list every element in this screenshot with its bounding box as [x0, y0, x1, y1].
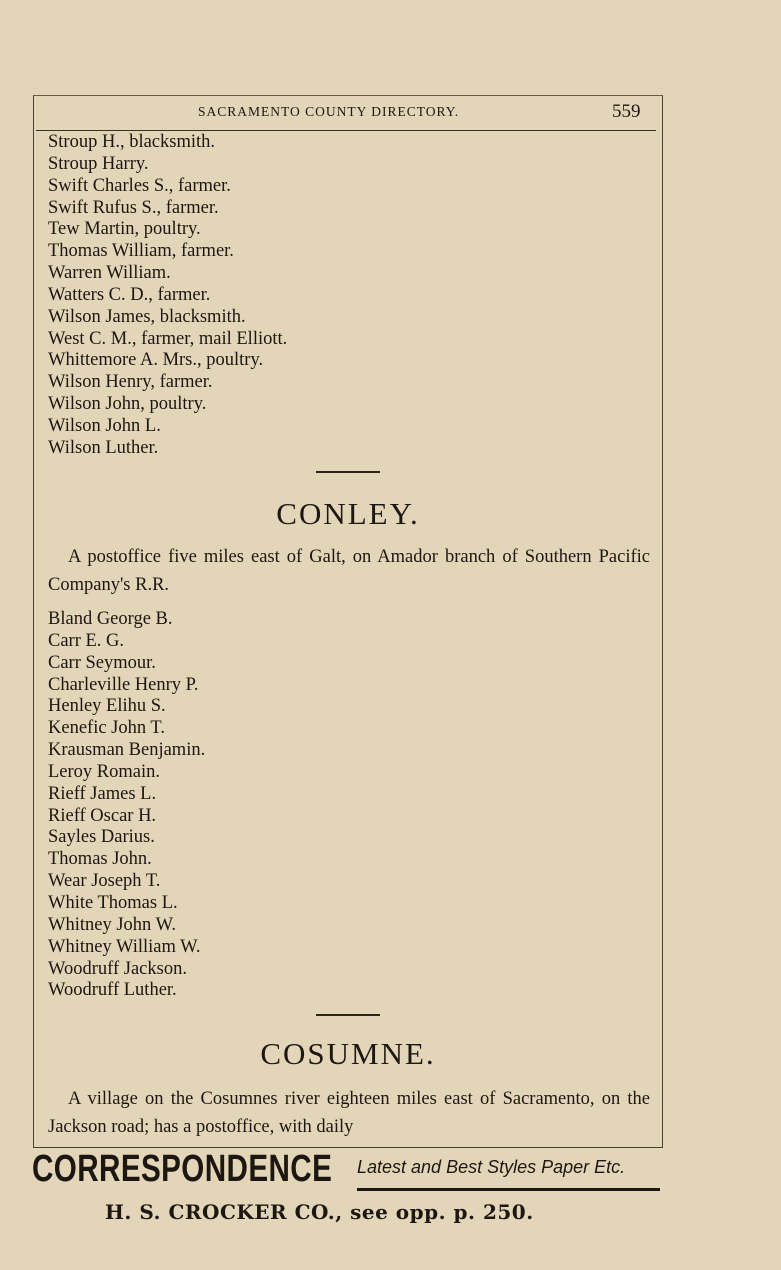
- list-item: Stroup H., blacksmith.: [48, 132, 216, 152]
- conley-entries-list: [48, 609, 205, 1002]
- continued-entries-list: [48, 132, 287, 460]
- list-item: Swift Rufus S., farmer.: [48, 197, 219, 218]
- cosumne-description: A village on the Cosumnes river eighteen miles east of Sacramento, on the Jackson road; has a postoffice, with daily: [48, 1089, 650, 1137]
- list-item: Rieff James L.: [48, 783, 157, 804]
- list-item: White Thomas L.: [48, 892, 178, 913]
- section-heading-conley: CONLEY.: [276, 496, 420, 531]
- list-item: Thomas William, farmer.: [48, 241, 234, 262]
- list-item: Wilson Henry, farmer.: [48, 372, 213, 393]
- advertisement-tagline: Latest and Best Styles Paper Etc.: [357, 1157, 626, 1177]
- conley-description: A postoffice five miles east of Galt, on Amador branch of Southern Pacific Company's R.R.: [48, 547, 650, 595]
- list-item: West C. M., farmer, mail Elliott.: [48, 328, 288, 349]
- list-item: Watters C. D., farmer.: [48, 284, 211, 305]
- list-item: Carr E. G.: [48, 630, 125, 651]
- section-divider: [316, 471, 380, 473]
- header-rule: [36, 130, 656, 131]
- list-item: Wilson Luther.: [48, 437, 159, 458]
- list-item: Wear Joseph T.: [48, 871, 161, 892]
- list-item: Wilson John, poultry.: [48, 394, 207, 415]
- list-item: Tew Martin, poultry.: [48, 219, 201, 240]
- list-item: Rieff Oscar H.: [48, 805, 157, 826]
- list-item: Wilson John L.: [48, 415, 161, 436]
- list-item: Charleville Henry P.: [48, 674, 199, 695]
- list-item: Sayles Darius.: [48, 827, 155, 848]
- list-item: Thomas John.: [48, 849, 152, 870]
- list-item: Leroy Romain.: [48, 761, 161, 782]
- advertisement-headline: CORRESPONDENCE: [32, 1148, 333, 1190]
- section-divider: [316, 1014, 380, 1016]
- list-item: Kenefic John T.: [48, 718, 165, 739]
- advertisement-advertiser: H. S. CROCKER CO., see opp. p. 250.: [105, 1200, 534, 1224]
- list-item: Bland George B.: [48, 609, 173, 629]
- list-item: Wilson James, blacksmith.: [48, 306, 246, 327]
- list-item: Warren William.: [48, 263, 171, 284]
- advertisement-underline: [357, 1188, 660, 1191]
- list-item: Henley Elihu S.: [48, 696, 166, 717]
- list-item: Krausman Benjamin.: [48, 740, 206, 761]
- list-item: Woodruff Jackson.: [48, 958, 187, 979]
- list-item: Swift Charles S., farmer.: [48, 175, 231, 196]
- list-item: Woodruff Luther.: [48, 980, 177, 1001]
- list-item: Whitney William W.: [48, 936, 201, 957]
- running-title: SACRAMENTO COUNTY DIRECTORY.: [198, 104, 460, 119]
- list-item: Whitney John W.: [48, 914, 176, 935]
- list-item: Whittemore A. Mrs., poultry.: [48, 350, 264, 371]
- list-item: Carr Seymour.: [48, 652, 156, 673]
- section-heading-cosumne: COSUMNE.: [260, 1036, 436, 1071]
- page-number: 559: [612, 101, 641, 122]
- list-item: Stroup Harry.: [48, 153, 149, 174]
